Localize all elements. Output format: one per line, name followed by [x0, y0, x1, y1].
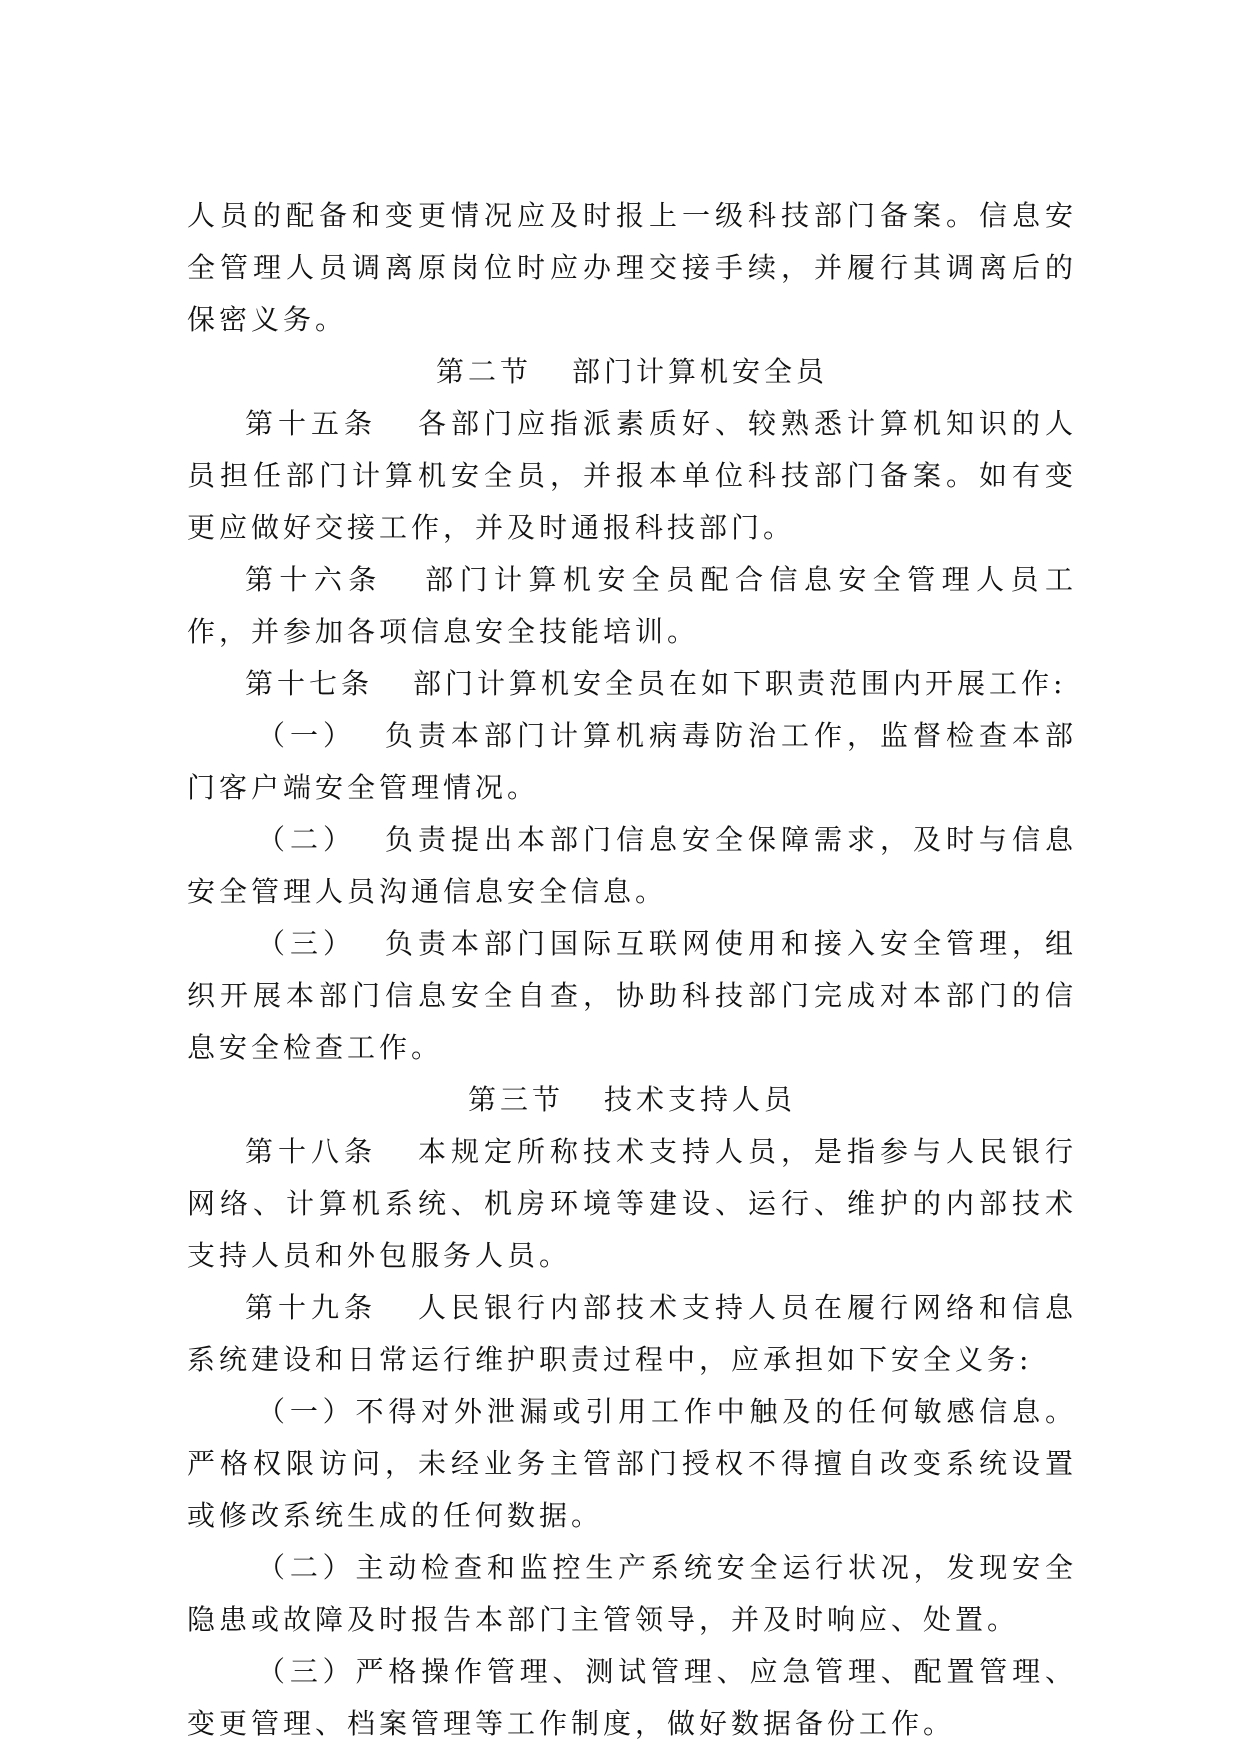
section-heading-3 — [187, 1074, 1077, 1126]
item-text: 主动检查和监控生产系统安全运行状况，发现安全隐患或故障及时报告本部门主管领导，并及时响应、处置。 — [187, 1551, 1077, 1636]
article-18 — [187, 1126, 1077, 1282]
article-text: 人民银行内部技术支持人员在履行网络和信息系统建设和日常运行维护职责过程中，应承担如下安全义务: — [187, 1291, 1077, 1376]
item-text: 负责本部门计算机病毒防治工作，监督检查本部门客户端安全管理情况。 — [187, 719, 1077, 804]
article-label: 第十七条 — [245, 667, 374, 700]
section-title: 部门计算机安全员 — [572, 355, 829, 388]
item-number: （三） — [257, 1655, 356, 1688]
item-number: （二） — [257, 823, 356, 856]
article-label: 第十八条 — [245, 1135, 377, 1168]
item-number: （一） — [257, 1395, 356, 1428]
article-text: 本规定所称技术支持人员，是指参与人民银行网络、计算机系统、机房环境等建设、运行、维护的内部技术支持人员和外包服务人员。 — [187, 1135, 1077, 1272]
item-text: 不得对外泄漏或引用工作中触及的任何敏感信息。严格权限访问，未经业务主管部门授权不得擅自改变系统设置或修改系统生成的任何数据。 — [187, 1395, 1077, 1532]
article-17 — [187, 658, 1077, 710]
section-title: 技术支持人员 — [604, 1083, 797, 1116]
article-17-item-1 — [187, 710, 1077, 814]
paragraph-continuation: 人员的配备和变更情况应及时报上一级科技部门备案。信息安全管理人员调离原岗位时应办理交接手续，并履行其调离后的保密义务。 — [187, 199, 1077, 336]
section-label: 第二节 — [435, 355, 532, 388]
item-text: 负责本部门国际互联网使用和接入安全管理，组织开展本部门信息安全自查，协助科技部门完成对本部门的信息安全检查工作。 — [187, 927, 1077, 1064]
article-17-item-3 — [187, 918, 1077, 1074]
article-15 — [187, 398, 1077, 554]
article-text: 部门计算机安全员配合信息安全管理人员工作，并参加各项信息安全技能培训。 — [187, 563, 1077, 648]
article-19-item-1 — [187, 1386, 1077, 1542]
item-text: 负责提出本部门信息安全保障需求，及时与信息安全管理人员沟通信息安全信息。 — [187, 823, 1077, 908]
article-19 — [187, 1282, 1077, 1386]
item-number: （一） — [257, 719, 356, 752]
article-text: 各部门应指派素质好、较熟悉计算机知识的人员担任部门计算机安全员，并报本单位科技部门备案。如有变更应做好交接工作，并及时通报科技部门。 — [187, 407, 1077, 544]
article-19-item-3 — [187, 1646, 1077, 1750]
article-19-item-2 — [187, 1542, 1077, 1646]
item-number: （三） — [257, 927, 356, 960]
section-label: 第三节 — [467, 1083, 564, 1116]
item-text: 严格操作管理、测试管理、应急管理、配置管理、变更管理、档案管理等工作制度，做好数据备份工作。 — [187, 1655, 1077, 1740]
article-16 — [187, 554, 1077, 658]
document-page — [187, 190, 1077, 1750]
section-heading-2 — [187, 346, 1077, 398]
article-text: 部门计算机安全员在如下职责范围内开展工作: — [413, 667, 1067, 700]
article-label: 第十九条 — [245, 1291, 377, 1324]
item-number: （二） — [257, 1551, 356, 1584]
article-17-item-2 — [187, 814, 1077, 918]
article-label: 第十五条 — [245, 407, 377, 440]
article-label: 第十六条 — [245, 563, 383, 596]
